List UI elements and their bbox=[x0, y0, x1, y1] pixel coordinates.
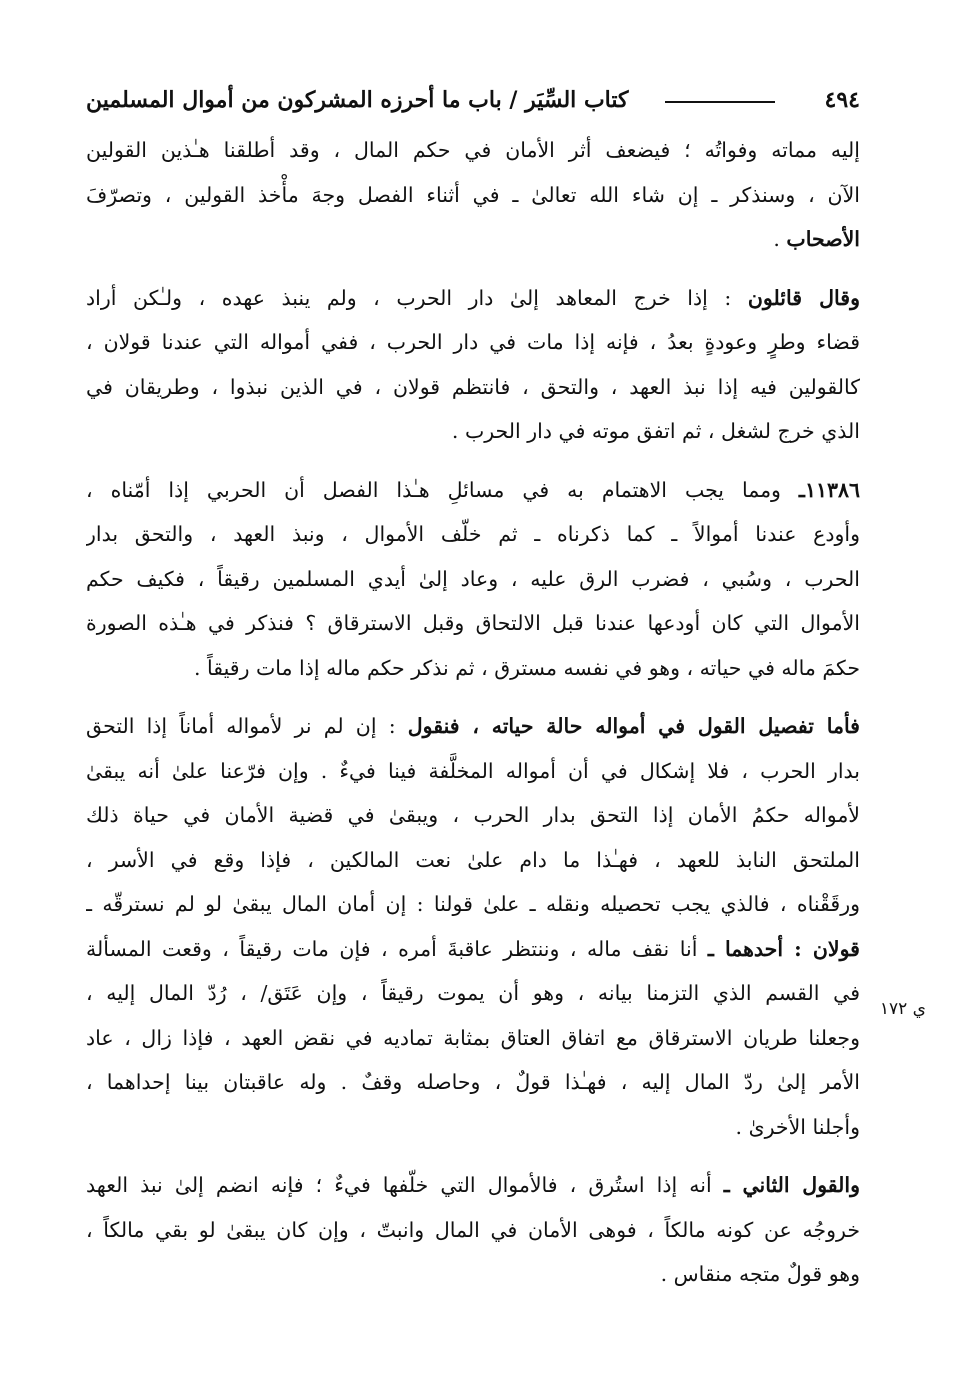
text-line: إليه مماته وفواتُه ؛ فيضعف أثر الأمان في حكم المال ، وقد أطلقنا هـٰذين القولين bbox=[86, 138, 860, 162]
text-line: والقول الثاني ـ أنه إذا استُرق ، فالأموال التي خلّفها فيءٌ ؛ فإنه انضم إلىٰ نبذ العهد bbox=[86, 1173, 860, 1197]
paragraph-gap bbox=[86, 690, 860, 704]
text-line: وقال قائلون : إذا خرج المعاهد إلىٰ دار الحرب ، ولم ينبذ عهده ، ولـٰكن أراد bbox=[86, 285, 860, 310]
text-line: كالقولين فيه إذا نبذ العهد ، والتحق ، فانتظم قولان ، في الذين نبذوا ، وطريقان في bbox=[86, 374, 860, 399]
text-line: وجعلنا طريان الاسترقاق مع اتفاق العتاق بمثابة تماديه في نقض العهد ، فإذا زال ، عاد bbox=[86, 1025, 860, 1050]
paragraph-gap bbox=[86, 454, 860, 468]
text-line: قضاء وطرٍ وعودةٍ بعدُ ، فإنه إذا مات في دار الحرب ، ففي أمواله التي عندنا قولان ، bbox=[86, 330, 860, 354]
text-line: ورقَقْناه ، فالذي يجب تحصيله ونقله ـ علىٰ قولنا : إن أمان المال يبقىٰ لو لم نسترقّه ـ bbox=[86, 892, 860, 916]
paragraph bbox=[86, 704, 860, 1149]
text-line: لأمواله حكمُ الأمان إذا التحق بدار الحرب ، ويبقىٰ في قضية الأمان في حياة ذلك bbox=[86, 803, 860, 827]
text-line: قولان : أحدهما ـ أنا نقف ماله ، وننتظر عاقبةَ أمره ، فإن مات رقيقاً ، وقعت المسألة bbox=[86, 936, 860, 961]
text-line: فأما تفصيل القول في أمواله حالة حياته ، فنقول : إن لم نر لأمواله أماناً إذا التحق bbox=[86, 714, 860, 738]
text-line: بدار الحرب ، فلا إشكال في أن أمواله المخلَّفة فينا فيءٌ . وإن فرّعنا علىٰ أنه يبقىٰ bbox=[86, 758, 860, 783]
paragraph-number: ١١٣٨٦ـ bbox=[798, 477, 860, 502]
text-line: وهو قولٌ متجه منقاس . bbox=[660, 1262, 860, 1286]
text-line: الذي خرج لشغل ، ثم اتفق موته في دار الحرب . bbox=[451, 419, 860, 443]
bold-lead: وقال قائلون bbox=[747, 285, 860, 310]
text-line: الحرب ، وسُبي ، فضرب الرق عليه ، وعاد إلىٰ أيدي المسلمين رقيقاً ، فكيف حكم bbox=[86, 566, 860, 591]
paragraph-gap bbox=[86, 1149, 860, 1163]
text-line: الأموال التي كان أودعها عندنا قبل الالتحاق وقبل الاسترقاق ؟ فنذكر في هـٰذه الصورة bbox=[86, 611, 860, 635]
text-line: الأصحاب . bbox=[773, 227, 860, 251]
text-line: حكمَ ماله في حياته ، وهو في نفسه مسترق ، ثم نذكر حكم ماله إذا مات رقيقاً . bbox=[193, 655, 860, 680]
running-title: كتاب السِّيَر / باب ما أحرزه المشركون من أموال المسلمين bbox=[86, 87, 629, 113]
text-line: الأمر إلىٰ ردّ المال إليه ، فهـٰذا قولٌ ، وحاصله وقفٌ . وله عاقبتان بينا إحداهما ، bbox=[86, 1070, 860, 1094]
text-line: الملتحق النابذ للعهد ، فهـٰذا ما دام علىٰ نعت المالكين ، فإذا وقع في الأسر ، bbox=[86, 847, 860, 872]
bold-lead: فأما تفصيل القول في أمواله حالة حياته ، فنقول bbox=[407, 714, 860, 738]
margin-reference: ي ١٧٢ bbox=[879, 999, 926, 1019]
text-line: ١١٣٨٦ـ ومما يجب الاهتمام به في مسائلِ هـٰذا الفصل أن الحربي إذا أمّناه ، bbox=[86, 477, 860, 502]
text-line: الآن ، وسنذكر ـ إن شاء الله تعالىٰ ـ في أثناء الفصل وجهَ مأْخذ القولين ، وتصرّفَ bbox=[86, 182, 860, 207]
text-line: خروجُه عن كونه مالكاً ، فوهى الأمان في المال وانبتّ ، وإن كان يبقىٰ لو بقي مالكاً ، bbox=[86, 1217, 860, 1242]
bold-lead: قولان : أحدهما ـ bbox=[707, 936, 860, 961]
paragraph bbox=[86, 276, 860, 454]
page-body bbox=[86, 128, 860, 1297]
text-line: وأجلنا الأخرىٰ . bbox=[735, 1114, 860, 1139]
paragraph bbox=[86, 128, 860, 262]
header-rule bbox=[665, 101, 775, 103]
text-line: في القسم الذي التزمنا بيانه ، وهو أن يموت رقيقاً ، وإن عَتَق/ ، رُدّ المال إليه ، bbox=[86, 981, 860, 1005]
text-line: وأودع عندنا أموالاً ـ كما ذكرناه ـ ثم خلّف الأموال ، ونبذ العهد ، والتحق بدار bbox=[86, 522, 860, 546]
bold-lead: والقول الثاني ـ bbox=[723, 1173, 860, 1197]
paragraph bbox=[86, 468, 860, 691]
page-number: ٤٩٤ bbox=[824, 87, 860, 113]
paragraph-gap bbox=[86, 262, 860, 276]
bold-lead: الأصحاب bbox=[786, 227, 860, 251]
paragraph bbox=[86, 1163, 860, 1297]
running-header bbox=[86, 80, 860, 120]
